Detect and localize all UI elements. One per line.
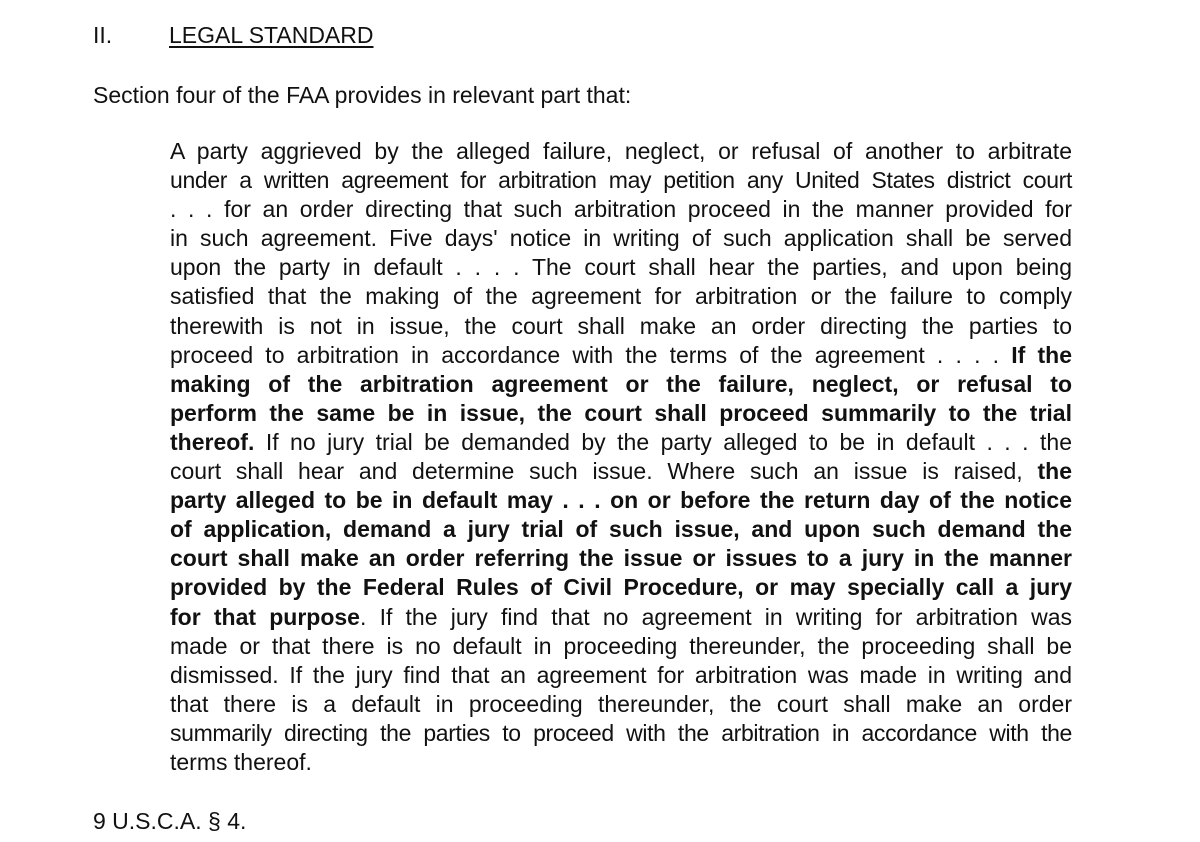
quote-text: that there is a default in proceeding thereunder, the court shall make an order bbox=[170, 690, 1072, 717]
quote-line bbox=[170, 370, 1072, 399]
quote-line bbox=[170, 457, 1072, 486]
quote-line bbox=[170, 341, 1072, 370]
quote-bold-text: making of the arbitration agreement or the failure, neglect, or refusal to bbox=[170, 370, 1072, 397]
quote-text: summarily directing the parties to proceed with the arbitration in accordance with the bbox=[170, 719, 1072, 746]
quote-bold-text: party alleged to be in default may . . . on or before the return day of the notice bbox=[170, 487, 1072, 514]
quote-bold-text: provided by the Federal Rules of Civil Procedure, or may specially call a jury bbox=[170, 574, 1072, 601]
quote-line bbox=[170, 282, 1072, 311]
quote-text: . . . for an order directing that such arbitration proceed in the manner provided for bbox=[170, 196, 1072, 223]
quote-line bbox=[170, 312, 1072, 341]
quote-text: satisfied that the making of the agreement for arbitration or the failure to comply bbox=[170, 283, 1072, 310]
quote-text: under a written agreement for arbitration may petition any United States district court bbox=[170, 167, 1072, 194]
quote-text: court shall hear and determine such issue. Where such an issue is raised, bbox=[170, 458, 1038, 485]
quote-text: proceed to arbitration in accordance with the terms of the agreement . . . . bbox=[170, 341, 1012, 368]
quote-line bbox=[170, 544, 1072, 573]
quote-line bbox=[170, 399, 1072, 428]
quote-line bbox=[170, 195, 1072, 224]
quote-line bbox=[170, 690, 1072, 719]
section-title: LEGAL STANDARD bbox=[169, 22, 374, 48]
quote-line bbox=[170, 573, 1072, 602]
quote-line bbox=[170, 166, 1072, 195]
quote-line bbox=[170, 428, 1072, 457]
quote-line bbox=[170, 603, 1072, 632]
quote-line bbox=[170, 486, 1072, 515]
quote-line bbox=[170, 719, 1072, 748]
quote-text: . If the jury find that no agreement in writing for arbitration was bbox=[359, 603, 1072, 630]
quote-line bbox=[170, 632, 1072, 661]
quote-line bbox=[170, 515, 1072, 544]
quote-bold-text: thereof. bbox=[170, 428, 255, 455]
quote-text: If no jury trial be demanded by the party alleged to be in default . . . the bbox=[254, 428, 1072, 455]
quote-bold-text: of application, demand a jury trial of such issue, and upon such demand the bbox=[170, 516, 1072, 543]
section-heading bbox=[93, 20, 374, 50]
quote-line bbox=[170, 748, 1072, 777]
quote-text: terms thereof. bbox=[170, 748, 312, 775]
quote-line bbox=[170, 137, 1072, 166]
quote-bold-text: for that purpose bbox=[170, 603, 360, 630]
quote-text: A party aggrieved by the alleged failure, neglect, or refusal of another to arbitrate bbox=[170, 138, 1072, 164]
quote-bold-text: perform the same be in issue, the court shall proceed summarily to the trial bbox=[170, 399, 1072, 426]
quote-text: therewith is not in issue, the court shall make an order directing the parties to bbox=[170, 312, 1072, 339]
quote-bold-text: If the bbox=[1011, 341, 1072, 368]
quote-text: made or that there is no default in proceeding thereunder, the proceeding shall be bbox=[170, 632, 1072, 659]
quote-text: dismissed. If the jury find that an agreement for arbitration was made in writing and bbox=[170, 661, 1072, 688]
quote-text: in such agreement. Five days' notice in writing of such application shall be served bbox=[170, 225, 1072, 252]
block-quote bbox=[170, 137, 1072, 777]
statute-citation: 9 U.S.C.A. § 4. bbox=[93, 808, 247, 834]
section-number: II. bbox=[93, 22, 113, 48]
quote-line bbox=[170, 253, 1072, 282]
intro-paragraph: Section four of the FAA provides in relevant part that: bbox=[93, 82, 632, 108]
quote-line bbox=[170, 661, 1072, 690]
quote-text: upon the party in default . . . . The court shall hear the parties, and upon being bbox=[170, 254, 1072, 281]
quote-line bbox=[170, 224, 1072, 253]
quote-bold-text: court shall make an order referring the issue or issues to a jury in the manner bbox=[170, 545, 1072, 572]
quote-bold-text: the bbox=[1037, 458, 1072, 485]
